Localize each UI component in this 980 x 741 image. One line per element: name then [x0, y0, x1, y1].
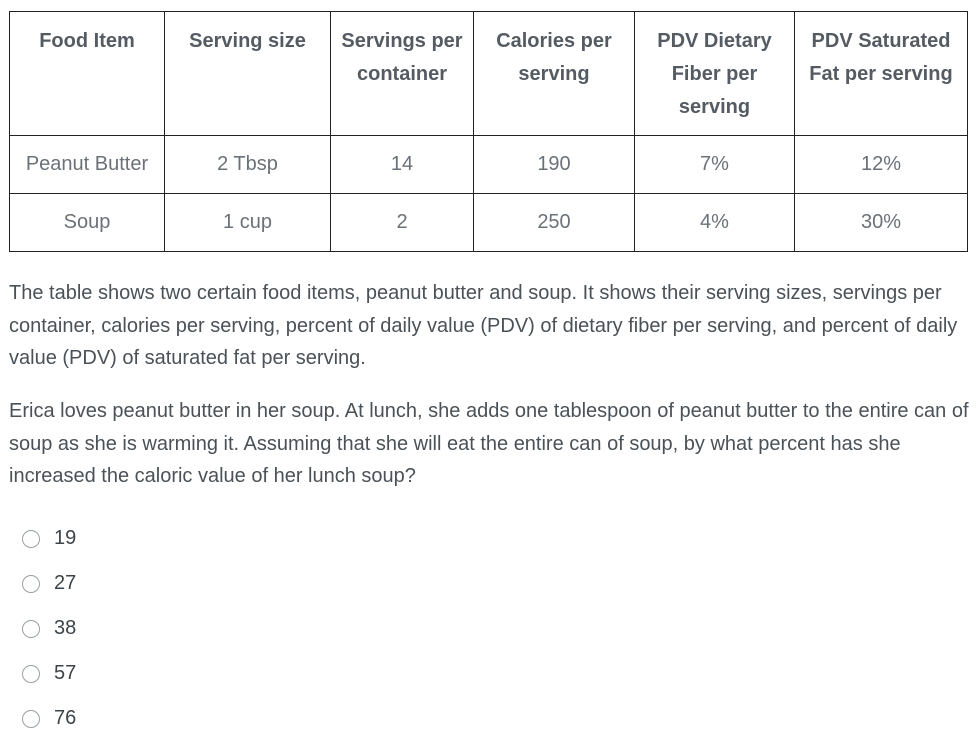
table-cell: Soup: [10, 194, 165, 252]
answer-choices: [22, 516, 76, 741]
question-context-paragraph: The table shows two certain food items, peanut butter and soup. It shows their serving sizes, servings per container, calories per serving, percent of daily value (PDV) of dietary fiber per serving, and percent of daily value (PDV) of saturated fat per serving.: [9, 282, 958, 369]
question-prompt-paragraph: Erica loves peanut butter in her soup. At lunch, she adds one tablespoon of peanut butter to the entire can of soup as she is warming it. Assuming that she will eat the entire can of soup, by what percent has she increased the caloric value of her lunch soup?: [9, 400, 969, 487]
answer-choice-label: 76: [54, 707, 77, 729]
table-cell: 30%: [795, 194, 968, 252]
radio-button-icon[interactable]: [22, 575, 40, 593]
table-cell: 2 Tbsp: [165, 136, 331, 194]
radio-button-icon[interactable]: [22, 665, 40, 683]
answer-choice-label: 27: [54, 572, 77, 594]
answer-choice[interactable]: [22, 606, 76, 651]
table-header-row: [10, 12, 968, 136]
answer-choice[interactable]: [22, 516, 76, 561]
answer-choice[interactable]: [22, 561, 76, 606]
table-cell: 7%: [635, 136, 795, 194]
table-cell: 4%: [635, 194, 795, 252]
answer-choice[interactable]: [22, 696, 76, 741]
answer-choice-label: 57: [54, 662, 77, 684]
header-servings-per-container: Servings per container: [331, 12, 474, 136]
table-cell: Peanut Butter: [10, 136, 165, 194]
header-pdv-dietary-fiber: PDV Dietary Fiber per serving: [635, 12, 795, 136]
radio-button-icon[interactable]: [22, 620, 40, 638]
answer-choice-label: 19: [54, 527, 77, 549]
table-row: [10, 136, 968, 194]
radio-button-icon[interactable]: [22, 530, 40, 548]
header-pdv-saturated-fat: PDV Saturated Fat per serving: [795, 12, 968, 136]
table-cell: 190: [474, 136, 635, 194]
table-cell: 2: [331, 194, 474, 252]
table-cell: 12%: [795, 136, 968, 194]
answer-choice-label: 38: [54, 617, 77, 639]
radio-button-icon[interactable]: [22, 710, 40, 728]
table-cell: 250: [474, 194, 635, 252]
header-food-item: Food Item: [10, 12, 165, 136]
nutrition-table: [9, 11, 968, 252]
header-calories-per-serving: Calories per serving: [474, 12, 635, 136]
answer-choice[interactable]: [22, 651, 76, 696]
header-serving-size: Serving size: [165, 12, 331, 136]
table-row: [10, 194, 968, 252]
table-cell: 14: [331, 136, 474, 194]
table-cell: 1 cup: [165, 194, 331, 252]
